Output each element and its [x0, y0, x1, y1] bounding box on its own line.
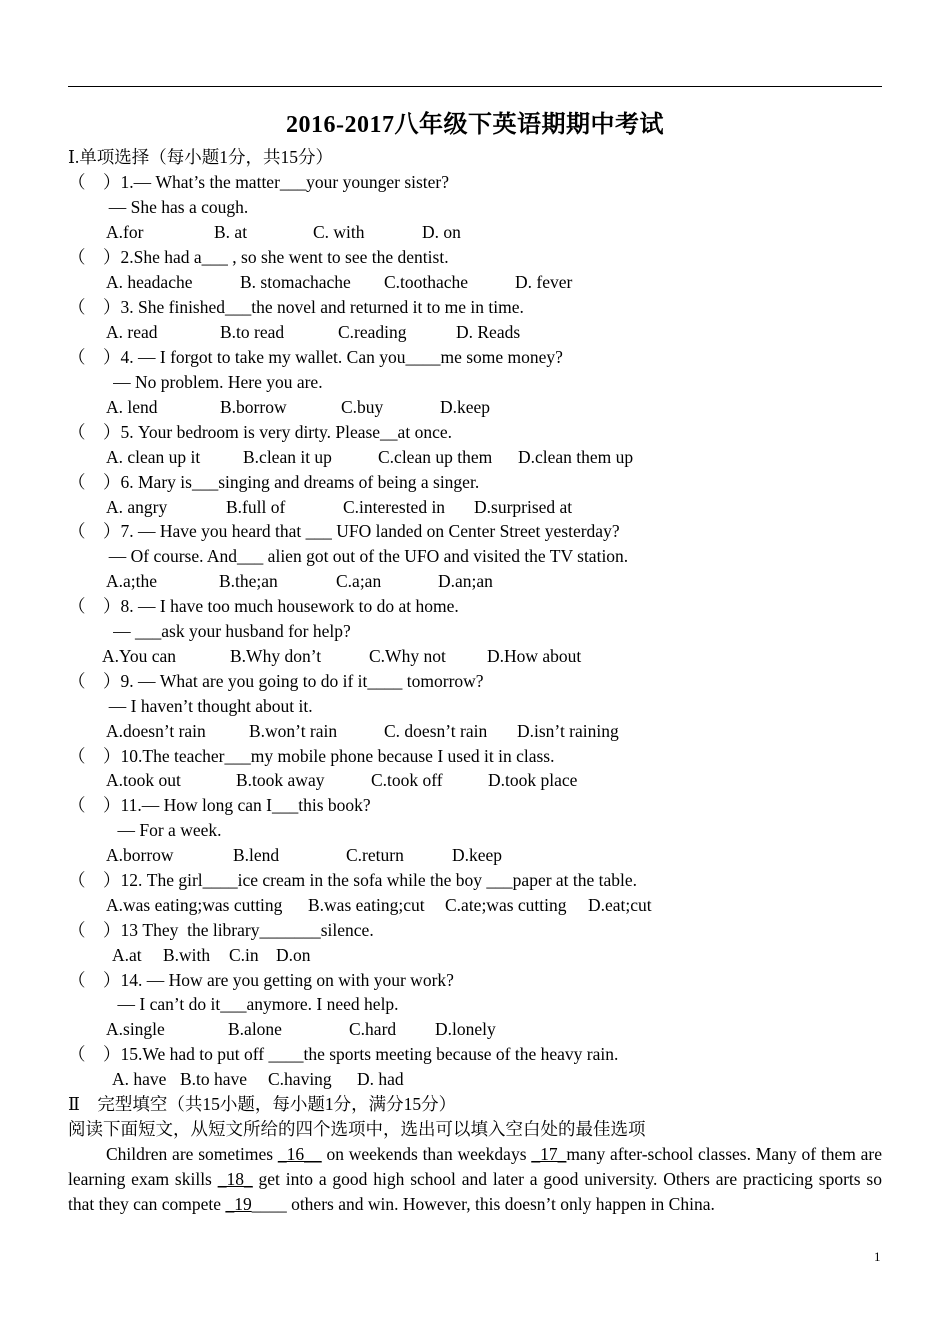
question-3-option-a: A. read — [106, 322, 158, 342]
question-1-option-b: B. at — [214, 222, 248, 242]
section2-instruction: 阅读下面短文，从短文所给的四个选项中，选出可以填入空白处的最佳选项 — [68, 1119, 646, 1139]
question-15-stem: （ ）15.We had to put off ____the sports meeting because of the heavy rain. — [68, 1044, 619, 1064]
question-14-option-a: A.single — [106, 1019, 165, 1039]
question-5-stem: （ ）5. Your bedroom is very dirty. Please__at once. — [68, 422, 452, 442]
section1-heading: Ⅰ.单项选择（每小题1分，共15分） — [68, 147, 334, 167]
question-9-option-d: D.isn’t raining — [517, 721, 619, 741]
question-1-stem: （ ）1.— What’s the matter___your younger sister? — [68, 172, 450, 192]
question-15-option-c: C.having — [268, 1069, 332, 1089]
question-4-reply: — No problem. Here you are. — [100, 372, 323, 392]
question-3-option-d: D. Reads — [456, 322, 521, 342]
question-3-stem: （ ）3. She finished___the novel and returned it to me in time. — [68, 297, 524, 317]
question-11-option-b: B.lend — [233, 845, 280, 865]
question-10-stem: （ ）10.The teacher___my mobile phone because I used it in class. — [68, 746, 555, 766]
blank-16: _16__ — [277, 1144, 322, 1164]
question-12-option-c: C.ate;was cutting — [445, 895, 567, 915]
question-7-option-b: B.the;an — [219, 571, 278, 591]
question-5-option-a: A. clean up it — [106, 447, 201, 467]
question-3-option-b: B.to read — [220, 322, 285, 342]
passage-text-3: many after-school classes. Many of them are learning exam skills — [68, 1144, 882, 1189]
passage-text-4: get into a good high school and later a good university. Others are practicing sports so that they can compete — [68, 1169, 882, 1214]
question-9-option-b: B.won’t rain — [249, 721, 338, 741]
question-12-option-a: A.was eating;was cutting — [106, 895, 283, 915]
question-6-stem: （ ）6. Mary is___singing and dreams of being a singer. — [68, 472, 480, 492]
question-13-option-c: C.in — [229, 945, 259, 965]
question-13-option-a: A.at — [112, 945, 142, 965]
question-7-reply: — Of course. And___ alien got out of the UFO and visited the TV station. — [100, 546, 629, 566]
exam-title: 2016-2017八年级下英语期期中考试 — [286, 112, 664, 138]
question-8-option-c: C.Why not — [369, 646, 446, 666]
question-11-option-c: C.return — [346, 845, 404, 865]
question-6-option-a: A. angry — [106, 497, 168, 517]
question-9-option-a: A.doesn’t rain — [106, 721, 206, 741]
question-8-option-a: A.You can — [102, 646, 177, 666]
question-5-option-c: C.clean up them — [378, 447, 493, 467]
question-1-option-d: D. on — [422, 222, 461, 242]
question-14-stem: （ ）14. — How are you getting on with your work? — [68, 970, 454, 990]
header-rule — [68, 86, 882, 87]
question-2-option-d: D. fever — [515, 272, 573, 292]
question-9-stem: （ ）9. — What are you going to do if it____ tomorrow? — [68, 671, 484, 691]
passage-text-5: ____ others and win. However, this doesn’t only happen in China. — [251, 1194, 715, 1214]
question-15-option-b: B.to have — [180, 1069, 248, 1089]
question-14-reply: — I can’t do it___anymore. I need help. — [100, 994, 399, 1014]
question-2-option-c: C.toothache — [384, 272, 469, 292]
question-3-option-c: C.reading — [338, 322, 407, 342]
blank-17: _17_ — [531, 1144, 567, 1164]
question-8-reply: — ___ask your husband for help? — [100, 621, 351, 641]
question-14-option-b: B.alone — [228, 1019, 282, 1039]
question-7-option-c: C.a;an — [336, 571, 382, 591]
question-11-option-d: D.keep — [452, 845, 503, 865]
blank-18: _18_ — [217, 1169, 253, 1189]
passage-text-1: Children are sometimes — [106, 1144, 278, 1164]
question-4-option-c: C.buy — [341, 397, 384, 417]
question-6-option-c: C.interested in — [343, 497, 446, 517]
question-1-option-a: A.for — [106, 222, 144, 242]
question-8-option-b: B.Why don’t — [230, 646, 322, 666]
question-14-option-d: D.lonely — [435, 1019, 496, 1039]
question-13-stem: （ ）13 They the library_______silence. — [68, 920, 374, 940]
question-12-stem: （ ）12. The girl____ice cream in the sofa while the boy ___paper at the table. — [68, 870, 638, 890]
blank-19: _19 — [225, 1194, 252, 1214]
question-6-option-b: B.full of — [226, 497, 286, 517]
question-7-option-d: D.an;an — [438, 571, 493, 591]
question-12-option-b: B.was eating;cut — [308, 895, 425, 915]
question-4-stem: （ ）4. — I forgot to take my wallet. Can you____me some money? — [68, 347, 563, 367]
question-4-option-d: D.keep — [440, 397, 491, 417]
question-8-stem: （ ）8. — I have too much housework to do at home. — [68, 596, 459, 616]
question-13-option-d: D.on — [276, 945, 311, 965]
question-10-option-b: B.took away — [236, 770, 325, 790]
question-11-stem: （ ）11.— How long can I___this book? — [68, 795, 371, 815]
cloze-passage — [68, 1142, 882, 1217]
section2-heading: Ⅱ 完型填空（共15小题，每小题1分，满分15分） — [68, 1094, 457, 1114]
question-5-option-d: D.clean them up — [518, 447, 634, 467]
question-2-stem: （ ）2.She had a___ , so she went to see the dentist. — [68, 247, 449, 267]
question-11-reply: — For a week. — [100, 820, 222, 840]
page-number: 1 — [874, 1249, 881, 1264]
question-10-option-c: C.took off — [371, 770, 443, 790]
question-6-option-d: D.surprised at — [474, 497, 573, 517]
question-13-option-b: B.with — [163, 945, 211, 965]
question-7-option-a: A.a;the — [106, 571, 158, 591]
question-11-option-a: A.borrow — [106, 845, 174, 865]
question-9-option-c: C. doesn’t rain — [384, 721, 488, 741]
question-1-option-c: C. with — [313, 222, 365, 242]
question-15-option-d: D. had — [357, 1069, 404, 1089]
passage-text-2: on weekends than weekdays — [321, 1144, 532, 1164]
question-2-option-a: A. headache — [106, 272, 193, 292]
question-14-option-c: C.hard — [349, 1019, 397, 1039]
question-5-option-b: B.clean it up — [243, 447, 332, 467]
question-2-option-b: B. stomachache — [240, 272, 351, 292]
question-10-option-d: D.took place — [488, 770, 578, 790]
question-4-option-a: A. lend — [106, 397, 158, 417]
question-10-option-a: A.took out — [106, 770, 181, 790]
question-7-stem: （ ）7. — Have you heard that ___ UFO landed on Center Street yesterday? — [68, 521, 620, 541]
question-1-reply: — She has a cough. — [100, 197, 249, 217]
question-15-option-a: A. have — [112, 1069, 167, 1089]
question-12-option-d: D.eat;cut — [588, 895, 652, 915]
question-4-option-b: B.borrow — [220, 397, 287, 417]
question-8-option-d: D.How about — [487, 646, 582, 666]
question-9-reply: — I haven’t thought about it. — [100, 696, 313, 716]
